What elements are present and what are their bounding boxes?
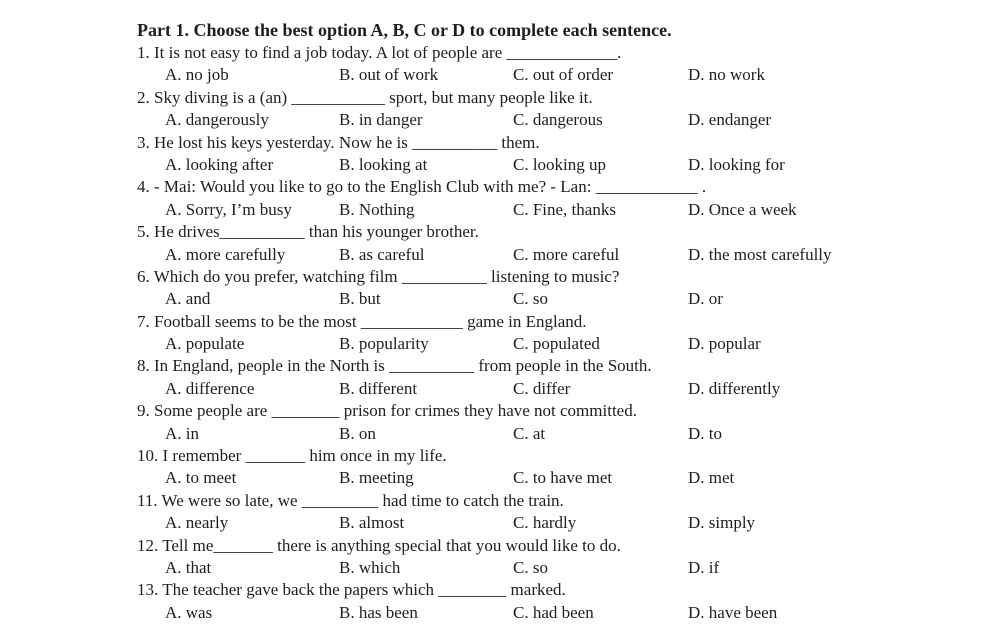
option-c: C. populated — [513, 334, 600, 354]
option-b: B. but — [339, 289, 381, 309]
options-row — [137, 109, 977, 131]
option-c: C. differ — [513, 378, 571, 398]
options-row — [137, 244, 977, 266]
options-row — [137, 64, 977, 86]
options-row — [137, 154, 977, 176]
question-text: 5. He drives__________ than his younger brother. — [137, 222, 479, 242]
option-c: C. had been — [513, 602, 594, 622]
option-d: D. differently — [688, 378, 781, 398]
option-c: C. out of order — [513, 65, 614, 85]
option-d: D. the most carefully — [688, 244, 832, 264]
option-a: A. that — [165, 557, 212, 577]
option-c: C. Fine, thanks — [513, 199, 616, 219]
option-a: A. in — [165, 423, 199, 443]
options-row — [137, 557, 977, 579]
option-d: D. have been — [688, 602, 778, 622]
option-a: A. and — [165, 289, 211, 309]
option-b: B. Nothing — [339, 199, 415, 219]
options-row — [137, 467, 977, 489]
options-row — [137, 333, 977, 355]
option-b: B. in danger — [339, 110, 423, 130]
option-c: C. more careful — [513, 244, 620, 264]
option-c: C. to have met — [513, 468, 613, 488]
part-title: Part 1. Choose the best option A, B, C or D to complete each sentence. — [137, 20, 672, 40]
option-b: B. looking at — [339, 154, 428, 174]
exercise-sheet — [137, 18, 977, 624]
question-text: 4. - Mai: Would you like to go to the English Club with me? - Lan: ____________ . — [137, 177, 707, 197]
option-d: D. simply — [688, 513, 756, 533]
option-d: D. to — [688, 423, 722, 443]
options-row — [137, 199, 977, 221]
option-c: C. at — [513, 423, 546, 443]
option-a: A. difference — [165, 378, 255, 398]
option-c: C. so — [513, 289, 548, 309]
question-text: 8. In England, people in the North is __________ from people in the South. — [137, 356, 652, 376]
question-text: 13. The teacher gave back the papers which ________ marked. — [137, 580, 566, 600]
option-c: C. dangerous — [513, 110, 603, 130]
option-a: A. more carefully — [165, 244, 286, 264]
question-text: 12. Tell me_______ there is anything special that you would like to do. — [137, 535, 621, 555]
question-text: 2. Sky diving is a (an) ___________ sport, but many people like it. — [137, 87, 593, 107]
option-a: A. was — [165, 602, 213, 622]
question-text: 10. I remember _______ him once in my life. — [137, 446, 447, 466]
question-text: 1. It is not easy to find a job today. A lot of people are _____________. — [137, 43, 622, 62]
option-a: A. Sorry, I’m busy — [165, 199, 292, 219]
question-text: 7. Football seems to be the most ____________ game in England. — [137, 311, 587, 331]
option-b: B. meeting — [339, 468, 414, 488]
option-a: A. dangerously — [165, 110, 269, 130]
option-d: D. endanger — [688, 110, 772, 130]
option-b: B. has been — [339, 602, 418, 622]
options-row — [137, 288, 977, 310]
option-a: A. no job — [165, 65, 229, 85]
option-b: B. which — [339, 557, 401, 577]
option-c: C. looking up — [513, 154, 607, 174]
options-row — [137, 423, 977, 445]
question-list — [137, 42, 977, 624]
option-b: B. almost — [339, 513, 405, 533]
option-b: B. different — [339, 378, 418, 398]
option-a: A. nearly — [165, 513, 229, 533]
option-b: B. on — [339, 423, 376, 443]
question-text: 3. He lost his keys yesterday. Now he is __________ them. — [137, 132, 540, 152]
options-row — [137, 512, 977, 534]
option-d: D. no work — [688, 65, 765, 85]
option-d: D. met — [688, 468, 735, 488]
option-d: D. if — [688, 557, 720, 577]
option-c: C. hardly — [513, 513, 577, 533]
options-row — [137, 602, 977, 624]
question-text: 9. Some people are ________ prison for crimes they have not committed. — [137, 401, 637, 421]
option-a: A. looking after — [165, 154, 274, 174]
option-a: A. to meet — [165, 468, 237, 488]
option-d: D. looking for — [688, 154, 785, 174]
option-d: D. Once a week — [688, 199, 797, 219]
options-row — [137, 378, 977, 400]
question-text: 11. We were so late, we _________ had time to catch the train. — [137, 490, 564, 510]
option-d: D. popular — [688, 334, 761, 354]
option-a: A. populate — [165, 334, 245, 354]
question-text: 6. Which do you prefer, watching film __________ listening to music? — [137, 266, 620, 286]
option-b: B. as careful — [339, 244, 425, 264]
option-b: B. out of work — [339, 65, 439, 85]
option-b: B. popularity — [339, 334, 429, 354]
option-d: D. or — [688, 289, 723, 309]
option-c: C. so — [513, 557, 548, 577]
